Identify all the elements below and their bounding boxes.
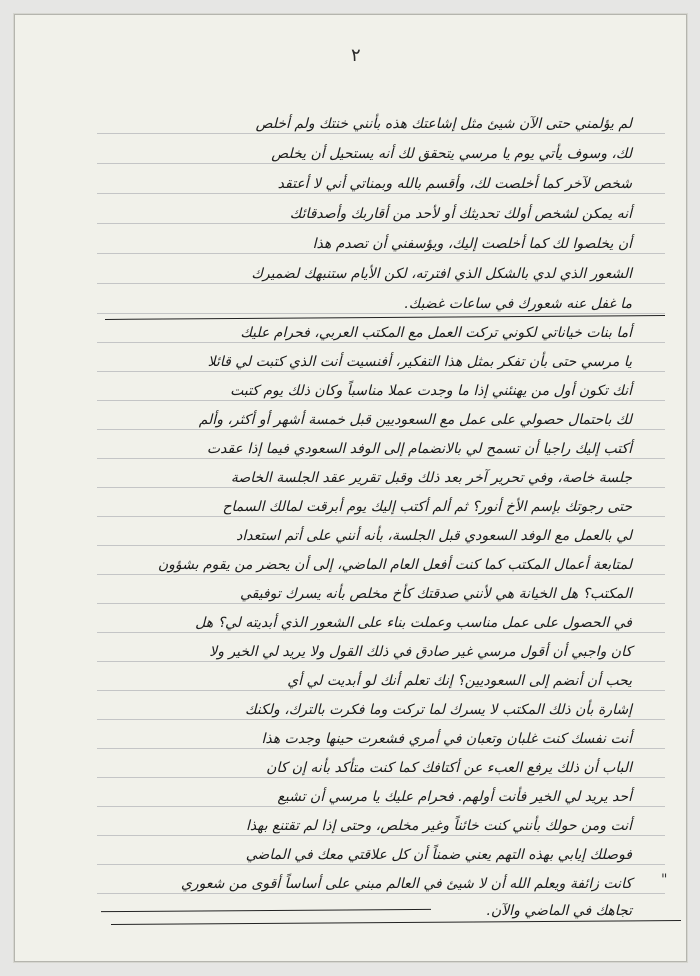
ruled-line	[97, 253, 665, 254]
letter-line: كانت زائفة ويعلم الله أن لا شيئ في العالم مبني على أساساً أقوى من شعوري	[180, 876, 632, 892]
ruled-line	[97, 632, 665, 633]
letter-line: الشعور الذي لدي بالشكل الذي افترته، لكن الأيام ستنبهك لضميرك	[251, 266, 632, 282]
ruled-line	[97, 835, 665, 836]
letter-line: حتى رجوتك بإسم الأخ أنور؟ ثم ألم أكتب إليك يوم أبرقت لمالك السماح	[222, 499, 632, 515]
letter-line: كان واجبي أن أقول مرسي غير صادق في ذلك القول ولا يريد لي الخير ولا	[209, 644, 632, 660]
ruled-line	[97, 516, 665, 517]
letter-line: إشارة بأن ذلك المكتب لا يسرك لما تركت وما فكرت بالترك، ولكنك	[245, 702, 632, 718]
letter-line: يحب أن أنضم إلى السعوديين؟ إنك تعلم أنك لو أبديت لي أي	[287, 673, 632, 689]
ruled-line	[97, 342, 665, 343]
ink-underline	[111, 920, 681, 925]
margin-mark: "	[661, 872, 668, 888]
ruled-line	[97, 371, 665, 372]
letter-line: ما غفل عنه شعورك في ساعات غضبك.	[404, 296, 632, 312]
ruled-line	[97, 163, 665, 164]
ruled-line	[97, 545, 665, 546]
ruled-line	[97, 806, 665, 807]
letter-line: أنك تكون أول من يهنئني إذا ما وجدت عملا مناسباً وكان ذلك يوم كتبت	[230, 383, 632, 399]
letter-line: أن يخلصوا لك كما أخلصت إليك، ويؤسفني أن تصدم هذا	[312, 236, 632, 252]
letter-line: يا مرسي حتى بأن تفكر بمثل هذا التفكير، أفنسيت أنت الذي كتبت لي قائلا	[207, 354, 632, 370]
letter-line: لي بالعمل مع الوفد السعودي قبل الجلسة، بأنه أنني على أتم استعداد	[236, 528, 632, 544]
page-number: ٢	[351, 45, 361, 66]
ink-underline	[101, 909, 431, 912]
ruled-line	[97, 283, 665, 284]
ruled-line	[97, 458, 665, 459]
ruled-line	[97, 400, 665, 401]
ruled-line	[97, 223, 665, 224]
ruled-line	[97, 690, 665, 691]
ruled-line	[97, 893, 665, 894]
ruled-line	[97, 133, 665, 134]
letter-line: لمتابعة أعمال المكتب كما كنت أفعل العام الماضي، إلى أن يحضر من يقوم بشؤون	[157, 557, 632, 573]
ruled-line	[97, 487, 665, 488]
letter-line: لم يؤلمني حتى الآن شيئ مثل إشاعتك هذه بأنني خنتك ولم أخلص	[255, 116, 632, 132]
letter-line: أنت نفسك كنت غلبان وتعبان في أمري فشعرت حينها وجدت هذا	[261, 731, 632, 747]
letter-line: الباب أن ذلك يرفع العبء عن أكتافك كما كنت متأكد بأنه إن كان	[266, 760, 632, 776]
ink-underline	[105, 315, 665, 320]
letter-line: تجاهك في الماضي والآن.	[486, 903, 632, 919]
letter-line: أحد يريد لي الخير فأنت أولهم. فحرام عليك يا مرسي أن تشيع	[277, 789, 632, 805]
letter-page	[14, 14, 687, 962]
letter-line: أنه يمكن لشخص أولك تحديثك أو لأحد من أقاربك وأصدقائك	[289, 206, 632, 222]
ruled-line	[97, 864, 665, 865]
ruled-line	[97, 313, 665, 314]
letter-line: فوصلك إيابي بهذه التهم يعني ضمناً أن كل علاقتي معك في الماضي	[245, 847, 632, 863]
letter-line: جلسة خاصة، وفي تحرير آخر بعد ذلك وقبل تقرير عقد الجلسة الخاصة	[230, 470, 632, 486]
letter-line: في الحصول على عمل مناسب وعملت بناء على الشعور الذي أبديته لي؟ هل	[195, 615, 632, 631]
ruled-line	[97, 429, 665, 430]
letter-line: أكتب إليك راجيا أن تسمح لي بالانضمام إلى الوفد السعودي فيما إذا عقدت	[206, 441, 632, 457]
ruled-line	[97, 777, 665, 778]
ruled-line	[97, 719, 665, 720]
ruled-line	[97, 574, 665, 575]
ruled-line	[97, 748, 665, 749]
letter-line: شخص لآخر كما أخلصت لك، وأقسم بالله وبمناتي أني لا أعتقد	[277, 176, 632, 192]
letter-line: لك، وسوف يأتي يوم يا مرسي يتحقق لك أنه يستحيل أن يخلص	[271, 146, 632, 162]
ruled-line	[97, 603, 665, 604]
ruled-line	[97, 661, 665, 662]
letter-line: أنت ومن حولك بأنني كنت خائناً وغير مخلص، وحتى إذا لم تقتنع بهذا	[246, 818, 632, 834]
letter-line: أما بنات خياناتي لكوني تركت العمل مع المكتب العربي، فحرام عليك	[240, 325, 632, 341]
letter-line: المكتب؟ هل الخيانة هي لأنني صدقتك كأخ مخلص بأنه يسرك توفيقي	[239, 586, 632, 602]
letter-line: لك باحتمال حصولي على عمل مع السعوديين قبل خمسة أشهر أو أكثر، وألم	[198, 412, 632, 428]
ruled-line	[97, 193, 665, 194]
